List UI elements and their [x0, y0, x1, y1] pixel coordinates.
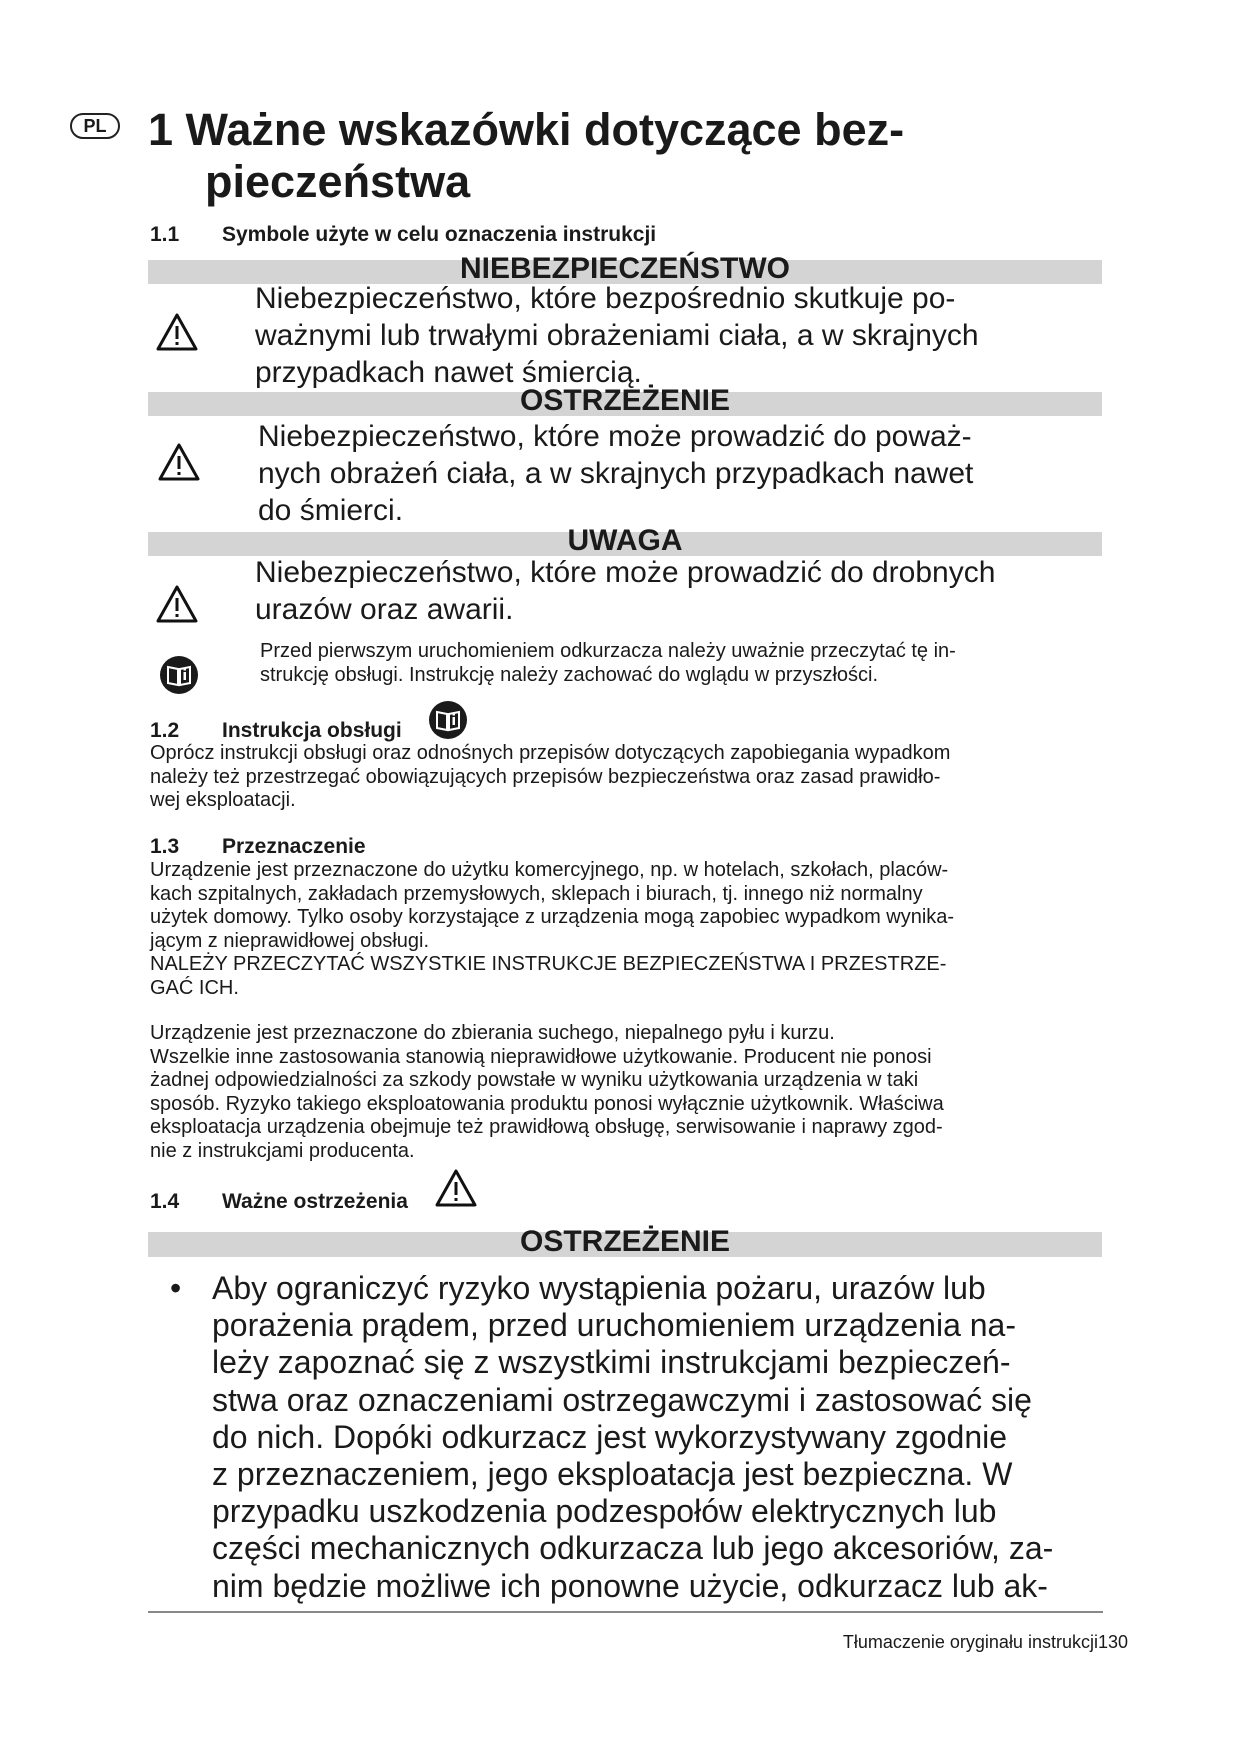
text-line: NALEŻY PRZECZYTAĆ WSZYSTKIE INSTRUKCJE BEZPIECZEŃSTWA I PRZESTRZE-	[150, 953, 947, 976]
text-line: części mechanicznych odkurzacza lub jego akcesoriów, za-	[212, 1530, 1054, 1567]
warning-triangle-icon	[157, 442, 201, 482]
text-line: jącym z nieprawidłowej obsługi.	[150, 929, 430, 952]
section-1-3-paragraph-2	[150, 1022, 944, 1164]
section-number: 1.4	[150, 1190, 180, 1213]
warning-triangle-icon	[155, 312, 199, 352]
footer-divider	[148, 1611, 1103, 1613]
text-line: Niebezpieczeństwo, które może prowadzić do drobnych	[255, 556, 996, 589]
warning-band: OSTRZEŻENIE	[148, 1232, 1102, 1257]
text-line: nych obrażeń ciała, a w skrajnych przypadkach nawet	[258, 457, 974, 490]
text-line: sposób. Ryzyko takiego eksploatowania produktu ponosi wyłącznie użytkownik. Właściwa	[150, 1092, 944, 1115]
bullet-marker: •	[170, 1270, 182, 1306]
page-title	[148, 104, 1148, 208]
language-badge: PL	[70, 113, 120, 139]
section-1-1-heading	[150, 222, 656, 248]
caution-description	[255, 554, 995, 628]
section-number: 1.3	[150, 835, 180, 858]
text-line: żadnej odpowiedzialności za szkody powstałe w wyniku użytkowania urządzenia w taki	[150, 1069, 919, 1092]
text-line: kach szpitalnych, zakładach przemysłowych, sklepach i biurach, tj. innego niż normalny	[150, 882, 923, 905]
text-line: Oprócz instrukcji obsługi oraz odnośnych przepisów dotyczących zapobiegania wypadkom	[150, 742, 951, 764]
warning-triangle-icon	[434, 1168, 478, 1208]
warning-description	[258, 418, 973, 529]
section-1-4-heading	[150, 1189, 408, 1215]
section-title: Ważne ostrzeżenia	[222, 1190, 408, 1213]
text-line: Niebezpieczeństwo, które może prowadzić do poważ-	[258, 420, 972, 453]
text-line: przypadkach nawet śmiercią.	[255, 356, 642, 389]
text-line: eksploatacja urządzenia obejmuje też prawidłową obsługę, serwisowanie i naprawy zgod-	[150, 1116, 943, 1139]
text-line: stwa oraz oznaczeniami ostrzegawczymi i zastosować się	[212, 1381, 1032, 1418]
text-line: Wszelkie inne zastosowania stanowią nieprawidłowe użytkowanie. Producent nie ponosi	[150, 1045, 932, 1068]
text-line: do nich. Dopóki odkurzacz jest wykorzystywany zgodnie	[212, 1418, 1008, 1455]
title-line-1: 1 Ważne wskazówki dotyczące bez-	[148, 104, 905, 155]
text-line: Urządzenie jest przeznaczone do zbierania suchego, niepalnego pyłu i kurzu.	[150, 1022, 835, 1044]
title-line-2: pieczeństwa	[205, 156, 471, 207]
text-line: Przed pierwszym uruchomieniem odkurzacza należy uważnie przeczytać tę in-	[260, 640, 956, 662]
warning-triangle-icon	[155, 584, 199, 624]
section-1-2-body	[150, 742, 950, 813]
text-line: leży zapoznać się z wszystkimi instrukcjami bezpieczeń-	[212, 1344, 1011, 1381]
text-line: strukcję obsługi. Instrukcję należy zachować do wglądu w przyszłości.	[260, 663, 879, 686]
text-line: urazów oraz awarii.	[255, 593, 514, 626]
caution-band: UWAGA	[148, 532, 1102, 556]
danger-description	[255, 280, 979, 391]
text-line: porażenia prądem, przed uruchomieniem urządzenia na-	[212, 1307, 1016, 1344]
text-line: należy też przestrzegać obowiązujących przepisów bezpieczeństwa oraz zasad prawidło-	[150, 765, 941, 788]
section-title: Instrukcja obsługi	[222, 719, 402, 742]
manual-book-icon	[428, 700, 468, 740]
text-line: użytek domowy. Tylko osoby korzystające z urządzenia mogą zapobiec wypadkom wynika-	[150, 906, 955, 929]
text-line: nim będzie możliwe ich ponowne użycie, odkurzacz lub ak-	[212, 1567, 1048, 1604]
text-line: ważnymi lub trwałymi obrażeniami ciała, a w skrajnych	[255, 319, 979, 352]
manual-book-icon	[159, 655, 199, 695]
read-manual-note	[260, 640, 956, 687]
danger-band: NIEBEZPIECZEŃSTWO	[148, 260, 1102, 284]
warning-bullet-text	[212, 1270, 1053, 1605]
text-line: z przeznaczeniem, jego eksploatacja jest bezpieczna. W	[212, 1456, 1013, 1493]
section-title: Przeznaczenie	[222, 835, 366, 858]
footer-text: Tłumaczenie oryginału instrukcji130	[842, 1632, 1128, 1652]
text-line: do śmierci.	[258, 494, 404, 527]
text-line: przypadku uszkodzenia podzespołów elektrycznych lub	[212, 1493, 997, 1530]
text-line: Urządzenie jest przeznaczone do użytku komercyjnego, np. w hotelach, szkołach, placów-	[150, 859, 949, 881]
section-1-3-paragraph-1	[150, 859, 954, 1001]
section-title: Symbole użyte w celu oznaczenia instrukcji	[222, 223, 657, 246]
section-number: 1.2	[150, 719, 180, 742]
section-number: 1.1	[150, 223, 180, 246]
section-1-3-heading	[150, 834, 366, 860]
text-line: Aby ograniczyć ryzyko wystąpienia pożaru, urazów lub	[212, 1270, 986, 1306]
text-line: wej eksploatacji.	[150, 789, 296, 812]
text-line: GAĆ ICH.	[150, 976, 239, 999]
section-1-2-heading	[150, 718, 402, 744]
warning-band: OSTRZEŻENIE	[148, 392, 1102, 416]
text-line: nie z instrukcjami producenta.	[150, 1139, 415, 1162]
text-line: Niebezpieczeństwo, które bezpośrednio skutkuje po-	[255, 282, 956, 315]
